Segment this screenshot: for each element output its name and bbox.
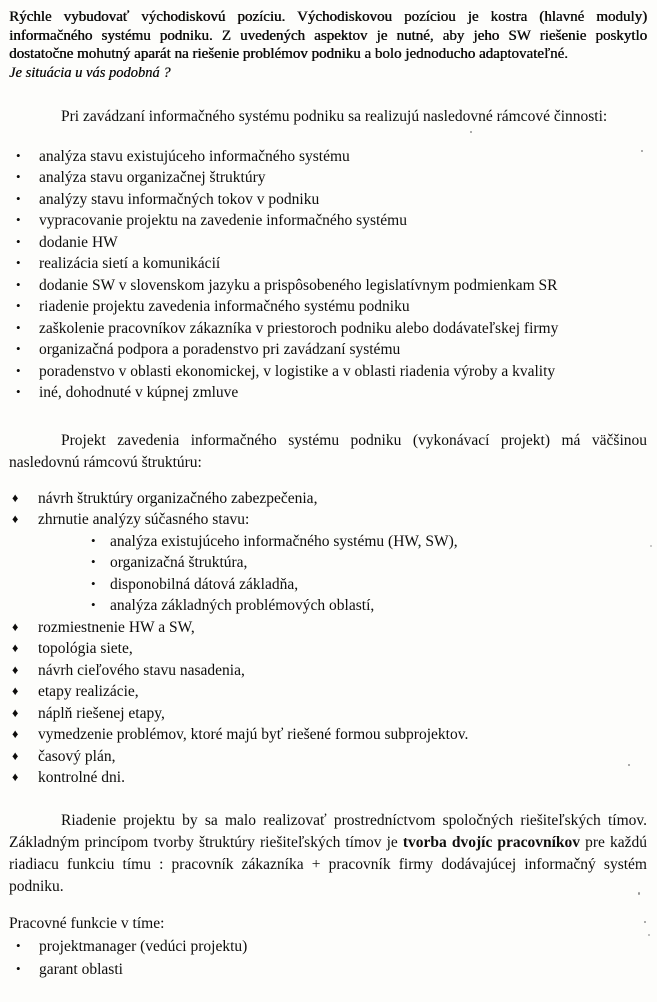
bullet-icon: • <box>16 341 21 356</box>
bullet-icon: • <box>16 233 21 249</box>
management-text-start: Riadenie projektu by sa malo realizovať prostredníctvom spoločných riešiteľských tímov. Základným princípom tvorby štruktúry riešiteľských tímov je <box>9 811 647 851</box>
list-item <box>9 617 647 639</box>
team-roles-list <box>9 935 647 981</box>
bullet-icon: • <box>16 276 21 292</box>
paragraph-management <box>9 810 647 898</box>
scan-speck <box>641 150 643 152</box>
list-item <box>9 724 647 746</box>
list-subitem <box>9 595 647 617</box>
bullet-icon: • <box>16 255 21 270</box>
list-item-text: analýza stavu organizačnej štruktúry <box>39 169 266 186</box>
list-item-text: organizačná štruktúra, <box>110 554 248 571</box>
diamond-bullet-icon: ♦ <box>12 770 19 784</box>
list-item <box>9 660 647 682</box>
paragraph-activities-lead: Pri zavádzaní informačného systému podniku sa realizujú nasledovné rámcové činnosti: <box>61 107 608 125</box>
bullet-icon: • <box>16 298 21 313</box>
scan-speck <box>638 892 640 895</box>
list-item-text: vypracovanie projektu na zavedenie informačného systému <box>39 212 407 229</box>
diamond-bullet-icon: ♦ <box>12 684 19 698</box>
list-item <box>9 382 647 404</box>
list-item-text: kontrolné dni. <box>38 769 125 786</box>
list-item-text: vymedzenie problémov, ktoré majú byť riešené formou subprojektov. <box>38 726 469 743</box>
list-item-text: topológia siete, <box>38 640 133 657</box>
bullet-icon: • <box>16 937 21 953</box>
list-item-text: riadenie projektu zavedenia informačného systému podniku <box>39 298 410 315</box>
list-item-text: rozmiestnenie HW a SW, <box>38 618 195 636</box>
list-item-text: dodanie SW v slovenskom jazyku a prispôsobeného legislatívnym podmienkam SR <box>39 276 558 294</box>
list-item <box>9 167 647 189</box>
list-item <box>9 189 647 211</box>
list-item <box>9 339 647 361</box>
list-item <box>9 146 647 168</box>
list-item-text: realizácia sietí a komunikácií <box>39 255 221 272</box>
bullet-icon: • <box>16 384 21 399</box>
bullet-icon: • <box>16 319 21 335</box>
list-item <box>9 488 647 510</box>
list-item <box>9 275 647 297</box>
bullet-icon: • <box>16 212 21 227</box>
list-item <box>9 767 647 789</box>
list-item-text: poradenstvo v oblasti ekonomickej, v logistike a v oblasti riadenia výroby a kvality <box>39 362 556 380</box>
scan-speck <box>648 934 650 936</box>
list-item <box>9 232 647 254</box>
list-subitem <box>9 574 647 596</box>
bullet-icon: • <box>16 190 21 206</box>
scan-speck <box>628 764 630 766</box>
paragraph-question-italic: Je situácia u vás podobná ? <box>9 64 171 81</box>
list-item <box>9 318 647 340</box>
paragraph-project-lead: Projekt zavedenia informačného systému podniku (vykonávací projekt) má väčšinou nasledovnú rámcovú štruktúru: <box>9 431 647 471</box>
list-item-text: návrh cieľového stavu nasadenia, <box>38 661 245 679</box>
diamond-bullet-icon: ♦ <box>12 619 19 634</box>
list-item <box>9 681 647 703</box>
list-item-text: náplň riešenej etapy, <box>38 704 165 722</box>
diamond-bullet-icon: ♦ <box>12 662 19 677</box>
paragraph-roles-lead: Pracovné funkcie v tíme: <box>9 914 165 932</box>
list-item-text: disponobilná dátová základňa, <box>110 575 299 593</box>
list-item-text: analýzy stavu informačných tokov v podniku <box>39 190 320 208</box>
bullet-icon: • <box>16 960 21 976</box>
diamond-bullet-icon: ♦ <box>12 641 19 655</box>
scan-speck <box>470 131 472 133</box>
diamond-bullet-icon: ♦ <box>12 705 19 720</box>
list-item <box>9 361 647 383</box>
project-structure-list <box>9 488 647 789</box>
list-item <box>9 746 647 768</box>
diamond-bullet-icon: ♦ <box>12 490 19 505</box>
diamond-bullet-icon: ♦ <box>12 727 19 741</box>
bullet-icon: • <box>16 169 21 184</box>
list-item <box>9 958 647 981</box>
scan-speck <box>650 545 652 547</box>
list-item <box>9 296 647 318</box>
list-item-text: zhrnutie analýzy súčasného stavu: <box>38 511 250 528</box>
list-subitem <box>9 531 647 553</box>
activities-list <box>9 146 647 404</box>
bullet-icon: • <box>91 532 96 548</box>
list-item-text: časový plán, <box>38 747 116 765</box>
list-item-text: etapy realizácie, <box>38 683 139 700</box>
scan-speck <box>644 921 646 923</box>
list-item-text: organizačná podpora a poradenstvo pri zavádzaní systému <box>39 341 401 358</box>
list-item <box>9 210 647 232</box>
list-item-text: návrh štruktúry organizačného zabezpečenia, <box>38 489 318 507</box>
list-item-text: garant oblasti <box>39 960 123 978</box>
list-item-text: analýza základných problémových oblastí, <box>110 597 375 614</box>
list-item-text: zaškolenie pracovníkov zákazníka v priestoroch podniku alebo dodávateľskej firmy <box>39 319 559 337</box>
list-item-text: analýza stavu existujúceho informačného systému <box>39 147 350 165</box>
diamond-bullet-icon: ♦ <box>12 512 19 526</box>
bullet-icon: • <box>91 575 96 591</box>
paragraph-intro: Rýchle vybudovať východiskovú pozíciu. Východiskovou pozíciou je kostra (hlavné moduly) informačného systému podniku. Z uvedených aspektov je nutné, aby jeho SW riešenie poskytlo dostatočne mohutný aparát na riešenie problémov podniku a bolo jednoducho adaptovateľné. <box>9 9 647 62</box>
list-item-text: analýza existujúceho informačného systému (HW, SW), <box>110 532 458 550</box>
list-item <box>9 703 647 725</box>
list-item <box>9 935 647 958</box>
diamond-bullet-icon: ♦ <box>12 748 19 763</box>
bullet-icon: • <box>91 554 96 569</box>
list-item <box>9 253 647 275</box>
bullet-icon: • <box>16 362 21 378</box>
list-subitem <box>9 552 647 574</box>
list-item <box>9 638 647 660</box>
bullet-icon: • <box>16 147 21 163</box>
list-item <box>9 509 647 531</box>
list-item-text: projektmanager (vedúci projektu) <box>39 937 248 955</box>
list-item-text: dodanie HW <box>39 233 118 251</box>
bullet-icon: • <box>91 597 96 612</box>
management-text-end: pre každú riadiacu funkciu tímu : pracovník zákazníka + pracovník firmy dodávajúcej informačný systém podniku. <box>9 833 647 895</box>
list-item-text: iné, dohodnuté v kúpnej zmluve <box>39 384 239 401</box>
management-text-bold: tvorba dvojíc pracovníkov <box>402 833 581 851</box>
